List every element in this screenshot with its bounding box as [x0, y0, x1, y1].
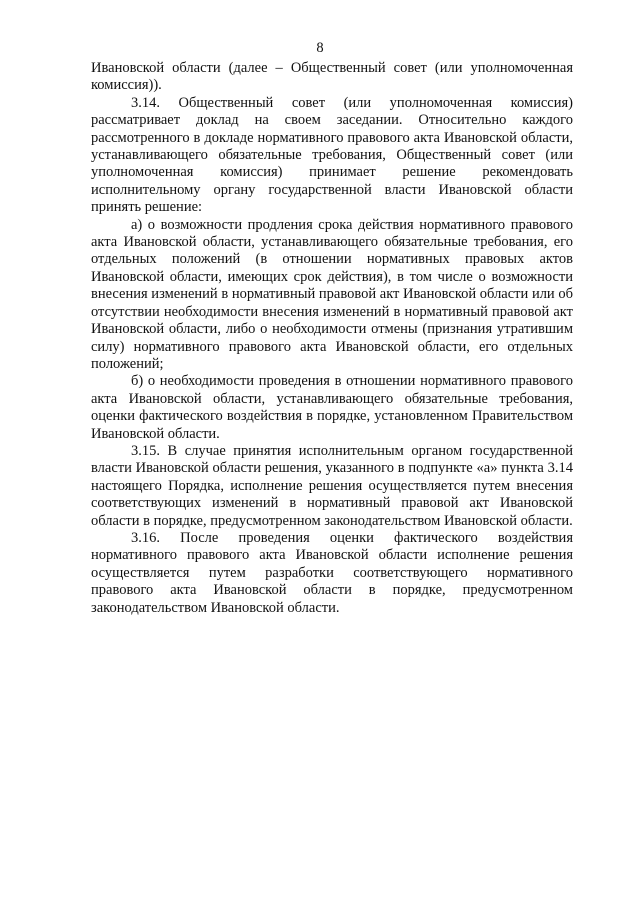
paragraph-3-14: 3.14. Общественный совет (или уполномоченная комиссия) рассматривает доклад на своем заседании. Относительно каждого рассмотренного в докладе нормативного правового акта Ивановской области, устанавливающего обязательные требования, Общественный совет (или уполномоченная комиссия) принимает решение рекомендовать исполнительному органу государственной власти Ивановской области принять решение: — [91, 94, 573, 216]
paragraph-3-15: 3.15. В случае принятия исполнительным органом государственной власти Ивановской области решения, указанного в подпункте «а» пункта 3.14 настоящего Порядка, исполнение решения осуществляется путем внесения соответствующих изменений в нормативный правовой акт Ивановской области в порядке, предусмотренном законодательством Ивановской области. — [91, 442, 573, 529]
paragraph-3-16: 3.16. После проведения оценки фактического воздействия нормативного правового акта Ивановской области исполнение решения осуществляется путем разработки соответствующего нормативного правового акта Ивановской области в порядке, предусмотренном законодательством Ивановской области. — [91, 529, 573, 616]
paragraph-item-a: а) о возможности продления срока действия нормативного правового акта Ивановской области, устанавливающего обязательные требования, его отдельных положений (в отношении нормативных правовых актов Ивановской области, имеющих срок действия), в том числе о возможности внесения изменений в нормативный правовой акт Ивановской области или об отсутствии необходимости внесения изменений в нормативный правовой акт Ивановской области, либо о необходимости отмены (признания утратившим силу) нормативного правового акта Ивановской области, его отдельных положений; — [91, 216, 573, 372]
page-number: 8 — [316, 40, 324, 56]
paragraph-continuation: Ивановской области (далее – Общественный совет (или уполномоченная комиссия)). — [91, 60, 573, 94]
paragraph-item-b: б) о необходимости проведения в отношении нормативного правового акта Ивановской области, устанавливающего обязательные требования, оценки фактического воздействия в порядке, установленном Правительством Ивановской области. — [91, 373, 573, 442]
document-body — [91, 60, 573, 617]
